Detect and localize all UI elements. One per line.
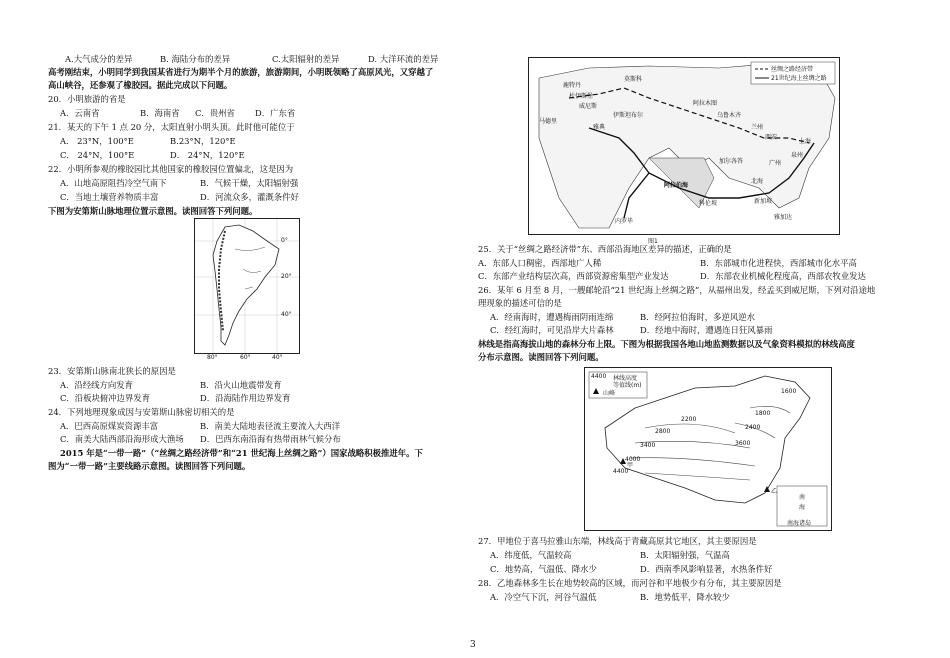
map3-contour-2400: 2400 (745, 424, 761, 431)
q26-option-b: B．经阿拉伯海时，多逆风逆水 (640, 312, 756, 322)
map3-contour-3600: 3600 (735, 440, 751, 447)
map2-place-beihai: 北海 (751, 178, 764, 185)
q24-option-c: C．南美大陆西部沿海形成大渔场 (60, 434, 184, 444)
q25-option-a: A．东部人口稠密，西部地广人稀 (478, 258, 602, 268)
map2-place-lanzhou: 兰州 (751, 124, 764, 131)
question-23: 23．安第斯山脉南北狭长的原因是 (48, 366, 176, 376)
map2-place-almaty: 阿拉木图 (693, 100, 718, 107)
map3-contour-2200: 2200 (681, 416, 697, 423)
q24-option-d: D．巴西东南沿海有热带雨林气候分布 (200, 434, 341, 444)
map3-legend-unit: 等值线(m) (613, 382, 642, 389)
map3-contour-2800: 2800 (655, 428, 671, 435)
map3-inset-hai: 海 (799, 504, 806, 511)
q23-option-c: C．沿板块俯冲边界发育 (60, 393, 151, 403)
map1-lon-80: 80° (207, 354, 218, 361)
q20-option-b: B．海南省 (140, 108, 180, 118)
q20-option-a: A．云南省 (60, 108, 100, 118)
question-26-line2: 理现象的描述可信的是 (478, 298, 562, 308)
intro-treeline-line2: 分布示意图。读图回答下列问题。 (478, 352, 604, 362)
map2-place-athens: 雅典 (593, 124, 606, 131)
map1-lat-20: 20° (281, 273, 292, 280)
map3-place-yi: 乙 (771, 488, 778, 495)
map3-contour-3400: 3400 (640, 442, 656, 449)
question-25: 25．关于“丝绸之路经济带”东、西部沿海地区差异的描述，正确的是 (478, 244, 732, 254)
q22-option-a: A．山地高原阻挡冷空气南下 (60, 178, 167, 188)
q19-option-b: B. 海陆分布的差异 (160, 54, 231, 64)
map2-place-venice: 威尼斯 (579, 103, 598, 110)
map3-legend-title: 林线高度 (613, 375, 638, 382)
intro-tourism-line1: 高考刚结束，小明同学到我国某省进行为期半个月的旅游，旅游期间，小明既领略了高原风光，又穿越了 (48, 67, 434, 77)
map1-lon-60: 60° (240, 354, 251, 361)
q25-option-c: C．东部产业结构层次高，西部资源密集型产业发达 (478, 271, 669, 281)
q21-option-a: A． 23°N，100°E (60, 136, 134, 146)
q20-option-c: C．贵州省 (195, 108, 235, 118)
q21-option-d: D． 24°N，120°E (170, 150, 245, 160)
q19-option-a: A.大气成分的差异 (65, 54, 133, 64)
question-20: 20．小明旅游的省是 (48, 94, 126, 104)
map2-place-duisburg: 杜伊斯堡 (569, 93, 594, 100)
map3-legend-value: 4400 (591, 373, 607, 380)
q24-option-a: A．巴西高原煤炭资源丰富 (60, 421, 159, 431)
q23-option-a: A．沿经线方向发育 (60, 380, 134, 390)
q28-option-a: A．冷空气下沉，河谷气温低 (490, 592, 597, 602)
question-26-line1: 26．某年 6 月至 8 月，一艘邮轮沿“21 世纪海上丝绸之路”，从福州出发，经孟买到威尼斯，下列对沿途地 (478, 285, 876, 295)
q27-option-b: B．太阳辐射强，气温高 (640, 550, 730, 560)
question-27: 27．甲地位于喜马拉雅山东端，林线高于青藏高原其它地区，其主要原因是 (478, 536, 757, 546)
map2-place-kolkata: 加尔各答 (719, 158, 744, 165)
q23-option-b: B．沿火山地震带发育 (200, 380, 282, 390)
q26-option-d: D．经地中海时，遭遇连日狂风暴雨 (640, 325, 773, 335)
question-24: 24．下列地理现象成因与安第斯山脉密切相关的是 (48, 407, 235, 417)
map2-place-istanbul: 伊斯坦布尔 (613, 112, 644, 119)
map2-place-rotterdam: 鹿特丹 (563, 82, 582, 89)
map3-contour-4400: 4400 (613, 468, 629, 475)
map3-legend-peak: 山峰 (603, 390, 616, 397)
belt-road-map (528, 57, 840, 235)
q22-option-c: C．当地土壤营养物质丰富 (60, 192, 159, 202)
intro-andes: 下图为安第斯山脉地理位置示意图。读图回答下列问题。 (48, 206, 258, 216)
map1-lon-40: 40° (272, 354, 283, 361)
q21-option-b: B.23°N，120°E (170, 136, 236, 146)
map2-legend-land: 丝绸之路经济带 (771, 66, 814, 73)
intro-belt-road-line1: 2015 年是“一带一路”（“丝绸之路经济带”和“21 世纪海上丝绸之路”）国家战略积极推进年。下 (60, 448, 423, 458)
map2-place-singapore: 新加坡 (754, 198, 773, 205)
q23-option-d: D．沿海陆作用边界发育 (200, 393, 291, 403)
q19-option-d: D. 大洋环流的差异 (368, 54, 439, 64)
map3-place-jia: 甲 (627, 462, 634, 469)
map2-place-urumqi: 乌鲁木齐 (717, 112, 742, 119)
map2-sea-arabian: 阿拉伯海 (664, 182, 689, 189)
q26-option-c: C．经红海时，可见沿岸大片森林 (490, 325, 614, 335)
question-21: 21．某天的下午 1 点 20 分，太阳直射小明头顶。此时他可能位于 (48, 122, 295, 132)
map3-contour-4000: 4000 (625, 456, 641, 463)
map2-place-jakarta: 雅加达 (774, 214, 793, 221)
question-28: 28．乙地森林多生长在地势较高的区域，而河谷和平地极少有分布，其主要原因是 (478, 578, 782, 588)
q24-option-b: B．南美大陆地表径流主要流入大西洋 (200, 421, 341, 431)
map3-contour-1600: 1600 (781, 388, 797, 395)
q26-option-a: A．经南海时，遭遇梅雨阴雨连绵 (490, 312, 614, 322)
q19-option-c: C.太阳辐射的差异 (272, 54, 340, 64)
q27-option-a: A．纬度低，气温较高 (490, 550, 572, 560)
map1-lat-40: 40° (281, 311, 292, 318)
intro-treeline-line1: 林线是指高海拔山地的森林分布上限。下图为根据我国各地山地监测数据以及气象资料模拟的林线高度 (478, 339, 855, 349)
map3-contour-1800: 1800 (755, 410, 771, 417)
map1-lat-0: 0° (281, 237, 288, 244)
q27-option-d: D．西南季风影响显著，水热条件好 (640, 564, 773, 574)
q27-option-c: C．地势高，气温低、降水少 (490, 564, 597, 574)
map2-legend-sea: 21世纪海上丝绸之路 (771, 75, 827, 82)
intro-tourism-line2: 高山峡谷，还参观了橡胶园。据此完成以下问题。 (48, 80, 233, 90)
map2-place-colombo: 科伦坡 (699, 200, 718, 207)
map2-place-xian: 西安 (765, 134, 778, 141)
map3-inset-nan: 南 (799, 494, 806, 501)
q25-option-d: D．东部农业机械化程度高，西部农牧业发达 (700, 271, 866, 281)
treeline-map (584, 367, 832, 531)
map3-inset-caption: 南海诸岛 (787, 520, 812, 527)
intro-belt-road-line2: 图为“一带一路”主要线路示意图。读图回答下列问题。 (48, 461, 251, 471)
question-22: 22．小明所参观的橡胶园比其他国家的橡胶园位置偏北，这是因为 (48, 164, 294, 174)
map2-place-moscow: 莫斯科 (624, 76, 643, 83)
q28-option-b: B．地势低平，降水较少 (640, 592, 730, 602)
q20-option-d: D．广东省 (255, 108, 296, 118)
south-america-map (194, 218, 300, 354)
map2-caption: 图1 (648, 238, 658, 245)
map2-place-madrid: 马德里 (539, 118, 558, 125)
map2-place-shanghai: 上海 (799, 138, 812, 145)
page-number: 3 (470, 640, 476, 650)
q21-option-c: C． 24°N，100°E (60, 150, 135, 160)
map2-place-guangzhou: 广州 (769, 160, 782, 167)
map2-place-quanzhou: 泉州 (791, 152, 804, 159)
map2-place-nairobi: 内罗毕 (615, 218, 634, 225)
q22-option-b: B．气候干燥，太阳辐射强 (200, 178, 299, 188)
q25-option-b: B．东部城市化进程快，西部城市化水平高 (700, 258, 857, 268)
q22-option-d: D．河流众多，灌溉条件好 (200, 192, 299, 202)
